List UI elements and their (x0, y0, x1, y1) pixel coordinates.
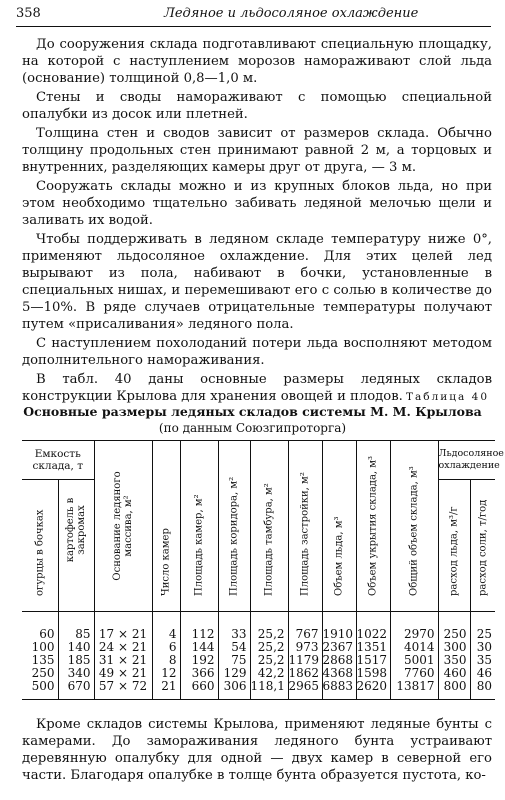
body-text-after-table (22, 716, 492, 786)
table-cell: 17 × 21 (94, 612, 152, 642)
table-cell: 767 (288, 612, 322, 642)
table-cell: 25,2 (250, 612, 288, 642)
table-cell: 5001 (390, 654, 438, 667)
table-cell: 192 (180, 654, 218, 667)
table-cell: 31 × 21 (94, 654, 152, 667)
page-number: 358 (16, 6, 41, 21)
column-header: Объем укрытия склада, м³ (356, 441, 390, 612)
table-row (22, 612, 495, 642)
table-cell: 800 (438, 680, 470, 700)
table-cell: 1022 (356, 612, 390, 642)
table-cell: 300 (438, 641, 470, 654)
table-cell: 4014 (390, 641, 438, 654)
table-cell: 12 (152, 667, 180, 680)
table-cell: 4368 (322, 667, 356, 680)
column-header: Общий объем склада, м³ (390, 441, 438, 612)
paragraph: До сооружения склада подготавливают специальную площадку, на которой с наступлением морозов намораживают слой льда (основание) толщиной 0,8—1,0 м. (22, 37, 492, 86)
paragraph: Кроме складов системы Крылова, применяют ледяные бунты с камерами. До замораживания ледяного бунта устраивают деревянную опалубку для одной — двух камер в северной его части. Благодаря опалубке в толще бунта образуется пустота, ко- (22, 717, 492, 783)
table-cell: 46 (470, 667, 495, 680)
column-header: огурцы в бочках (22, 480, 58, 612)
table-cell: 670 (58, 680, 94, 700)
table-cell: 6 (152, 641, 180, 654)
data-table (22, 440, 504, 700)
header-group-cooling: Льдосоляное охлаждение (438, 441, 495, 480)
table-cell: 57 × 72 (94, 680, 152, 700)
column-header: Объем льда, м³ (322, 441, 356, 612)
table-cell: 13817 (390, 680, 438, 700)
column-header: Площадь застройки, м² (288, 441, 322, 612)
column-header: расход льда, м³/г (438, 480, 470, 612)
paragraph: Чтобы поддерживать в ледяном складе температуру ниже 0°, применяют льдосоляное охлаждение. Для этих целей лед вырывают из пола, набивают в бочки, установленные в специальных нишах, и перемешивают его с солью в количестве до 5—10%. В ряде случаев отрицательные температуры получают путем «присаливания» ледяного пола. (22, 232, 492, 332)
table-body (22, 612, 495, 700)
table-cell: 25,2 (250, 654, 288, 667)
table-cell: 54 (218, 641, 250, 654)
header-group-capacity: Емкость склада, т (22, 441, 94, 480)
table-cell: 80 (470, 680, 495, 700)
column-header: картофель в закромах (58, 480, 94, 612)
page-header (16, 6, 491, 27)
table-cell: 35 (470, 654, 495, 667)
table-cell: 129 (218, 667, 250, 680)
column-header: Площадь камер, м² (180, 441, 218, 612)
table-cell: 25 (470, 612, 495, 642)
table-cell: 2970 (390, 612, 438, 642)
table-cell: 144 (180, 641, 218, 654)
table-cell: 135 (31, 653, 55, 667)
table-cell: 350 (438, 654, 470, 667)
table-cell: 60 (39, 627, 55, 641)
table-cell: 306 (218, 680, 250, 700)
table-cell: 1517 (356, 654, 390, 667)
table-cell: 366 (180, 667, 218, 680)
table-cell: 1598 (356, 667, 390, 680)
table-cell: 185 (58, 654, 94, 667)
body-text (22, 36, 492, 407)
table-cell: 24 × 21 (94, 641, 152, 654)
table-cell: 250 (438, 612, 470, 642)
table-cell: 1910 (322, 612, 356, 642)
column-header: Площадь тамбура, м² (250, 441, 288, 612)
column-header: Площадь коридора, м² (218, 441, 250, 612)
table-cell: 49 × 21 (94, 667, 152, 680)
table-cell: 112 (180, 612, 218, 642)
table-title: Основные размеры ледяных складов системы М. М. Крылова (23, 404, 482, 419)
paragraph: В табл. 40 даны основные размеры ледяных складов конструкции Крылова для хранения овощей и плодов. (22, 372, 492, 404)
table-label: Таблица 40 (406, 391, 489, 403)
paragraph: Толщина стен и сводов зависит от размеров склада. Обычно толщину продольных стен принимают равной 2 м, а торцовых и внутренних, разделяющих камеры друг от друга, — 3 м. (22, 126, 492, 175)
table-subtitle: (по данным Союзгипроторга) (158, 421, 347, 435)
table-cell: 75 (218, 654, 250, 667)
column-header: Основание ледяного массива, м² (94, 441, 152, 612)
table-cell: 118,1 (250, 680, 288, 700)
table-cell: 6883 (322, 680, 356, 700)
table-cell: 140 (58, 641, 94, 654)
table-cell: 33 (218, 612, 250, 642)
column-header: Число камер (152, 441, 180, 612)
table-cell: 25,2 (250, 641, 288, 654)
table-cell: 21 (152, 680, 180, 700)
table-cell: 30 (470, 641, 495, 654)
table-cell: 2868 (322, 654, 356, 667)
table-cell: 2965 (288, 680, 322, 700)
data-table-container (22, 440, 504, 700)
table-cell: 460 (438, 667, 470, 680)
paragraph: С наступлением похолоданий потери льда восполняют методом дополнительного намораживания. (22, 336, 492, 368)
table-cell: 42,2 (250, 667, 288, 680)
paragraph: Стены и своды намораживают с помощью специальной опалубки из досок или плетней. (22, 90, 492, 122)
paragraph: Сооружать склады можно и из крупных блоков льда, но при этом необходимо тщательно забивать ледяной мелочью щели и заливать их водой. (22, 179, 492, 228)
table-cell: 973 (288, 641, 322, 654)
table-cell: 250 (31, 666, 55, 680)
running-title: Ледяное и льдосоляное охлаждение (164, 6, 419, 21)
table-cell: 7760 (390, 667, 438, 680)
table-row (22, 680, 495, 700)
table-cell: 1179 (288, 654, 322, 667)
table-cell: 2620 (356, 680, 390, 700)
table-cell: 8 (152, 654, 180, 667)
table-cell: 1351 (356, 641, 390, 654)
table-cell: 1862 (288, 667, 322, 680)
table-cell: 500 (22, 680, 58, 700)
table-cell: 340 (58, 667, 94, 680)
table-cell: 660 (180, 680, 218, 700)
table-cell: 4 (152, 612, 180, 642)
table-cell: 85 (58, 612, 94, 642)
table-cell: 100 (31, 640, 55, 654)
table-cell: 2367 (322, 641, 356, 654)
column-header: расход соли, т/год (470, 480, 495, 612)
